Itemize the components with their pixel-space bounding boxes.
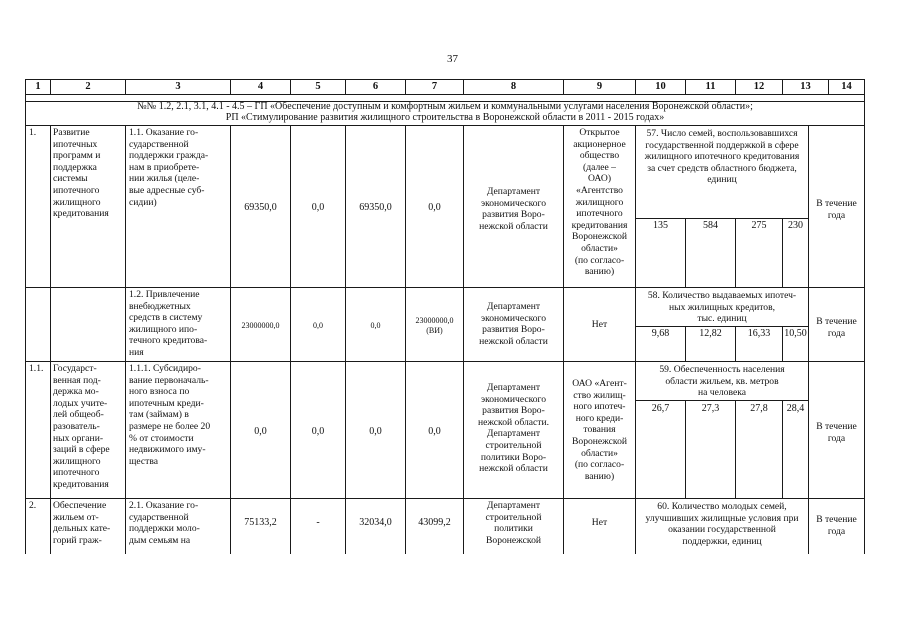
col-header: 1 xyxy=(35,81,41,92)
text-line: жильем от- xyxy=(53,511,99,523)
text-line: поддержки моло- xyxy=(129,523,200,535)
text-line: В течение xyxy=(816,514,857,525)
text-line: 2.1. Оказание го- xyxy=(129,500,199,511)
funding-federal: 0,0 xyxy=(311,202,325,213)
text-line: ных жилищных кредитов, xyxy=(668,301,776,313)
text-line: 1.2. Привлечение xyxy=(129,289,200,300)
text-line: ипотечного xyxy=(53,467,100,479)
funding-regional: 0,0 xyxy=(370,321,381,330)
text-line: политики Воро- xyxy=(480,451,547,463)
text-line: (ВИ) xyxy=(426,326,443,335)
text-line: года xyxy=(827,432,846,444)
text-line: 59. Обеспеченность населения xyxy=(659,364,785,375)
indicator-value: 27,8 xyxy=(750,403,768,414)
funding-federal: - xyxy=(316,517,320,528)
text-line: жилищного xyxy=(575,196,624,208)
section-title-line: №№ 1.2, 2.1, 3.1, 4.1 - 4.5 – ГП «Обеспечение доступным и комфортным жильем и коммунальными услугами населения Воронежской области»; xyxy=(137,101,753,112)
text-line: ного взноса по xyxy=(129,386,190,398)
text-line: ного креди- xyxy=(575,412,624,424)
indicator-value: 9,68 xyxy=(651,328,670,339)
text-line: акционерное xyxy=(573,138,626,150)
text-line: за счет средств областного бюджета, xyxy=(647,162,797,174)
text-line: 23000000,0 xyxy=(415,316,454,325)
text-line: щества xyxy=(129,455,158,467)
text-line: нежской области xyxy=(479,220,548,232)
col-header: 4 xyxy=(257,81,264,92)
text-line: кредитования xyxy=(53,208,109,220)
funding-other: 0,0 xyxy=(428,202,441,213)
text-line: вые адресные суб- xyxy=(129,185,205,196)
text-line: политики xyxy=(494,523,533,535)
text-line: ипотечного xyxy=(53,185,100,196)
text-line: горий граж- xyxy=(53,534,102,546)
text-line: строительной xyxy=(485,440,542,451)
partner: Нет xyxy=(591,517,608,528)
text-line: заций в сфере xyxy=(53,444,110,456)
funding-total: 69350,0 xyxy=(244,202,277,213)
indicator-value: 16,33 xyxy=(747,328,771,339)
text-line: поддержка xyxy=(53,161,97,173)
col-header: 12 xyxy=(753,81,765,92)
text-line: Департамент xyxy=(486,382,541,393)
text-line: нежской области xyxy=(479,335,548,347)
text-line: нам в приобрете- xyxy=(129,161,200,173)
text-line: 58. Количество выдаваемых ипотеч- xyxy=(647,290,797,301)
funding-regional: 32034,0 xyxy=(359,517,392,528)
text-line: ОАО) xyxy=(587,173,612,185)
col-header: 6 xyxy=(372,81,379,92)
text-line: лей общеоб- xyxy=(53,409,104,421)
col-header: 8 xyxy=(510,81,517,92)
text-line: года xyxy=(827,525,846,537)
indicator-value: 12,82 xyxy=(699,328,722,339)
text-line: % от стоимости xyxy=(129,432,194,444)
text-line: (далее – xyxy=(583,161,616,173)
text-line: области жильем, кв. метров xyxy=(665,375,779,387)
text-line: течного кредитова- xyxy=(129,335,208,347)
text-line: разователь- xyxy=(53,421,100,432)
text-line: кредитования xyxy=(571,219,628,231)
col-header: 3 xyxy=(175,81,181,92)
funding-federal: 0,0 xyxy=(313,321,323,330)
text-line: единиц xyxy=(707,174,737,186)
text-line: экономического xyxy=(480,197,547,209)
text-line: ство жилищ- xyxy=(573,389,626,401)
text-line: (по согласо- xyxy=(574,459,625,471)
text-line: внебюджетных xyxy=(129,300,191,312)
text-line: ных органи- xyxy=(53,432,104,444)
text-line: дым семьям на xyxy=(129,534,191,546)
text-line: жилищного ипотечного кредитования xyxy=(644,151,800,163)
text-line: сударственной xyxy=(129,138,189,150)
text-line: ОАО «Агент- xyxy=(572,378,627,389)
text-line: средств в систему xyxy=(129,312,203,324)
text-line: Государст- xyxy=(53,363,97,374)
text-line: тыс. единиц xyxy=(697,313,747,325)
text-line: нии жилья (целе- xyxy=(129,173,200,185)
text-line: общество xyxy=(579,150,620,162)
text-line: системы xyxy=(53,173,88,185)
row-number: 2. xyxy=(29,500,37,511)
row-number: 1.1. xyxy=(29,363,44,374)
text-line: Воронежской xyxy=(572,436,627,447)
text-line: нежской области. xyxy=(477,416,550,428)
text-line: ипотечного xyxy=(576,208,623,220)
text-line: развития Воро- xyxy=(482,405,545,417)
page-number: 37 xyxy=(447,53,458,65)
col-header: 9 xyxy=(596,81,603,92)
indicator-value: 28,4 xyxy=(786,403,805,414)
text-line: кредитования xyxy=(53,479,109,490)
funding-other: 0,0 xyxy=(428,426,441,437)
text-line: размере не более 20 xyxy=(129,421,211,432)
text-line: поддержки, единиц xyxy=(682,535,762,547)
text-line: Департамент xyxy=(486,186,541,197)
col-header: 5 xyxy=(315,81,321,92)
text-line: держка мо- xyxy=(53,386,99,398)
text-line: «Агентство xyxy=(576,185,623,196)
text-line: Департамент xyxy=(486,428,541,440)
section-title-line: РП «Стимулирование развития жилищного строительства в Воронежской области в 2011 - 2015 годах» xyxy=(225,112,665,123)
text-line: на человека xyxy=(698,387,746,399)
text-line: экономического xyxy=(480,312,547,324)
funding-regional: 69350,0 xyxy=(359,202,392,213)
indicator-value: 135 xyxy=(653,220,668,231)
text-line: там (займам) в xyxy=(129,409,189,421)
text-line: 60. Количество молодых семей, xyxy=(657,501,787,512)
col-header: 10 xyxy=(655,81,666,92)
col-header: 14 xyxy=(841,81,852,92)
col-header: 2 xyxy=(85,81,91,92)
indicator-value: 10,50 xyxy=(784,328,807,339)
text-line: улучшивших жилищные условия при xyxy=(645,512,799,524)
text-line: области» xyxy=(581,447,618,459)
text-line: развития Воро- xyxy=(482,324,545,336)
indicator-value: 26,7 xyxy=(651,403,670,414)
text-line: года xyxy=(827,327,846,339)
text-line: Департамент xyxy=(486,500,541,511)
text-line: ванию) xyxy=(584,470,615,482)
text-line: 1.1. Оказание го- xyxy=(129,127,199,138)
text-line: жилищного ипо- xyxy=(129,323,198,335)
text-line: ипотечных xyxy=(53,138,98,150)
text-line: экономического xyxy=(480,393,547,405)
text-line: развития Воро- xyxy=(482,209,545,221)
text-line: области» xyxy=(581,243,618,254)
funding-regional: 0,0 xyxy=(369,426,382,437)
col-header: 7 xyxy=(431,81,438,92)
text-line: венная под- xyxy=(53,374,101,386)
funding-total: 75133,2 xyxy=(244,517,277,528)
text-line: государственной поддержкой в сфере xyxy=(645,139,799,151)
text-line: сидии) xyxy=(129,196,157,208)
text-line: Воронежской xyxy=(486,534,541,546)
text-line: программ и xyxy=(53,150,101,162)
text-line: (по согласо- xyxy=(574,254,625,266)
funding-total: 0,0 xyxy=(254,426,267,437)
text-line: В течение xyxy=(816,316,857,327)
indicator-value: 230 xyxy=(788,220,803,231)
text-line: лодых учите- xyxy=(53,397,108,409)
text-line: жилищного xyxy=(53,455,101,467)
indicator-value: 27,3 xyxy=(701,403,720,414)
text-line: нежской области xyxy=(479,463,548,475)
text-line: жилищного xyxy=(53,196,101,208)
partner: Нет xyxy=(591,319,608,330)
text-line: ния xyxy=(129,347,144,358)
text-line: Департамент xyxy=(486,301,541,312)
text-line: 57. Число семей, воспользовавшихся xyxy=(646,128,798,139)
text-line: Воронежской xyxy=(572,231,627,243)
indicator-value: 584 xyxy=(703,220,718,231)
col-header: 11 xyxy=(705,81,716,92)
text-line: ипотечным креди- xyxy=(129,397,204,409)
indicator-value: 275 xyxy=(751,220,767,231)
text-line: недвижимого иму- xyxy=(129,444,206,456)
text-line: оказании государственной xyxy=(668,524,776,536)
text-line: дельных кате- xyxy=(53,523,111,535)
text-line: Открытое xyxy=(579,127,620,138)
text-line: ванию) xyxy=(584,266,615,278)
text-line: вание первоначаль- xyxy=(129,374,209,386)
text-line: года xyxy=(827,209,846,221)
text-line: ного ипотеч- xyxy=(573,401,626,413)
text-line: В течение xyxy=(816,198,857,209)
row-number: 1. xyxy=(29,127,37,138)
funding-total: 23000000,0 xyxy=(241,321,280,330)
text-line: Обеспечение xyxy=(53,500,107,511)
funding-other: 43099,2 xyxy=(418,517,451,528)
text-line: Развитие xyxy=(53,127,90,138)
text-line: 1.1.1. Субсидиро- xyxy=(129,363,201,374)
text-line: строительной xyxy=(485,511,542,523)
text-line: тования xyxy=(583,424,616,436)
col-header: 13 xyxy=(800,81,811,92)
text-line: поддержки гражда- xyxy=(129,150,209,162)
funding-federal: 0,0 xyxy=(311,426,325,437)
text-line: сударственной xyxy=(129,511,189,523)
text-line: В течение xyxy=(816,421,857,432)
